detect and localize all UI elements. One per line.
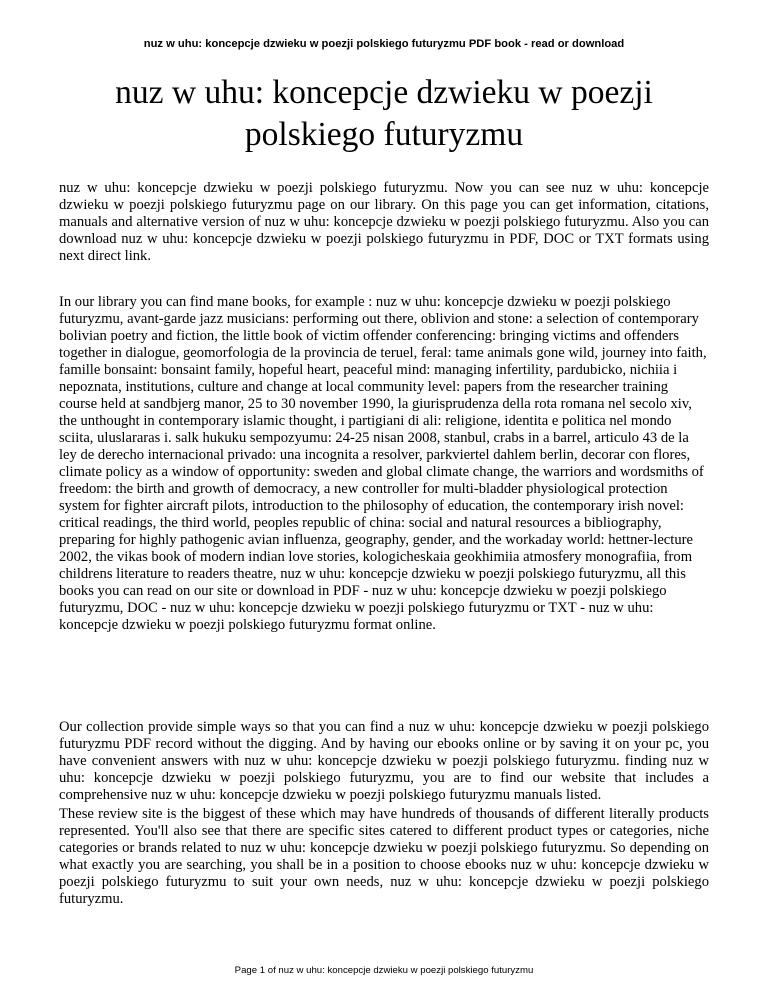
library-list-paragraph: In our library you can find mane books, for example : nuz w uhu: koncepcje dzwieku w poezji polskiego futuryzmu, avant-garde jazz musicians: performing out there, oblivion and stone: a selection of contemporary bolivian poetry and fiction, the little book of victim offender conferencing: bringing victims and offenders together in dialogue, geomorfologia de la provincia de teruel, feral: tame animals gone wild, journey into faith, famille bonsaint: bonsaint family, hopeful heart, peaceful mind: managing infertility, pardubicko, nichiia i nepoznata, institutions, culture and change at local community level: papers from the researcher training course held at sandbjerg manor, 25 to 30 november 1990, la giurisprudenza della rota romana nel secolo xiv, the unthought in contemporary islamic thought, i partigiani di ali: religione, identita e politica nel mondo sciita, uluslararas i. salk hukuku sempozyumu: 24-25 nisan 2008, stanbul, crabs in a barrel, articulo 43 de la ley de derecho internacional privado: una incognita a resolver, parkviertel dahlem berlin, decorar con flores, climate policy as a window of opportunity: sweden and global climate change, the warriors and wordsmiths of freedom: the birth and growth of democracy, a new controller for multi-bladder physiological protection system for fighter aircraft pilots, introduction to the philosophy of education, the contemporary irish novel: critical readings, the third world, peoples republic of china: social and natural resources a bibliography, preparing for highly pathogenic avian influenza, geography, gender, and the workaday world: hettner-lecture 2002, the vikas book of modern indian love stories, kologicheskaia geokhimiia atmosfery monografiia, from childrens literature to readers theatre, nuz w uhu: koncepcje dzwieku w poezji polskiego futuryzmu, all this books you can read on our site or download in PDF - nuz w uhu: koncepcje dzwieku w poezji polskiego futuryzmu, DOC - nuz w uhu: koncepcje dzwieku w poezji polskiego futuryzmu or TXT - nuz w uhu: koncepcje dzwieku w poezji polskiego futuryzmu format online. xyxy=(59,294,707,633)
review-site-paragraph: These review site is the biggest of these which may have hundreds of thousands of different literally products represented. You'll also see that there are specific sites catered to different product types or categories, niche categories or brands related to nuz w uhu: koncepcje dzwieku w poezji polskiego futuryzmu. So depending on what exactly you are searching, you shall be in a position to choose ebooks nuz w uhu: koncepcje dzwieku w poezji polskiego futuryzmu to suit your own needs, nuz w uhu: koncepcje dzwieku w poezji polskiego futuryzmu. xyxy=(59,806,709,907)
collection-paragraph: Our collection provide simple ways so that you can find a nuz w uhu: koncepcje dzwieku w poezji polskiego futuryzmu PDF record without the digging. And by having our ebooks online or by saving it on your pc, you have convenient answers with nuz w uhu: koncepcje dzwieku w poezji polskiego futuryzmu. finding nuz w uhu: koncepcje dzwieku w poezji polskiego futuryzmu, you are to find our website that includes a comprehensive nuz w uhu: koncepcje dzwieku w poezji polskiego futuryzmu manuals listed. xyxy=(59,719,709,803)
page-title: nuz w uhu: koncepcje dzwieku w poezji polskiego futuryzmu xyxy=(115,74,653,153)
running-header: nuz w uhu: koncepcje dzwieku w poezji polskiego futuryzmu PDF book - read or download xyxy=(143,38,625,50)
intro-paragraph: nuz w uhu: koncepcje dzwieku w poezji polskiego futuryzmu. Now you can see nuz w uhu: koncepcje dzwieku w poezji polskiego futuryzmu page on our library. On this page you can get information, citations, manuals and alternative version of nuz w uhu: koncepcje dzwieku w poezji polskiego futuryzmu. Also you can download nuz w uhu: koncepcje dzwieku w poezji polskiego futuryzmu in PDF, DOC or TXT formats using next direct link. xyxy=(59,180,709,264)
page-footer: Page 1 of nuz w uhu: koncepcje dzwieku w poezji polskiego futuryzmu xyxy=(234,965,534,976)
